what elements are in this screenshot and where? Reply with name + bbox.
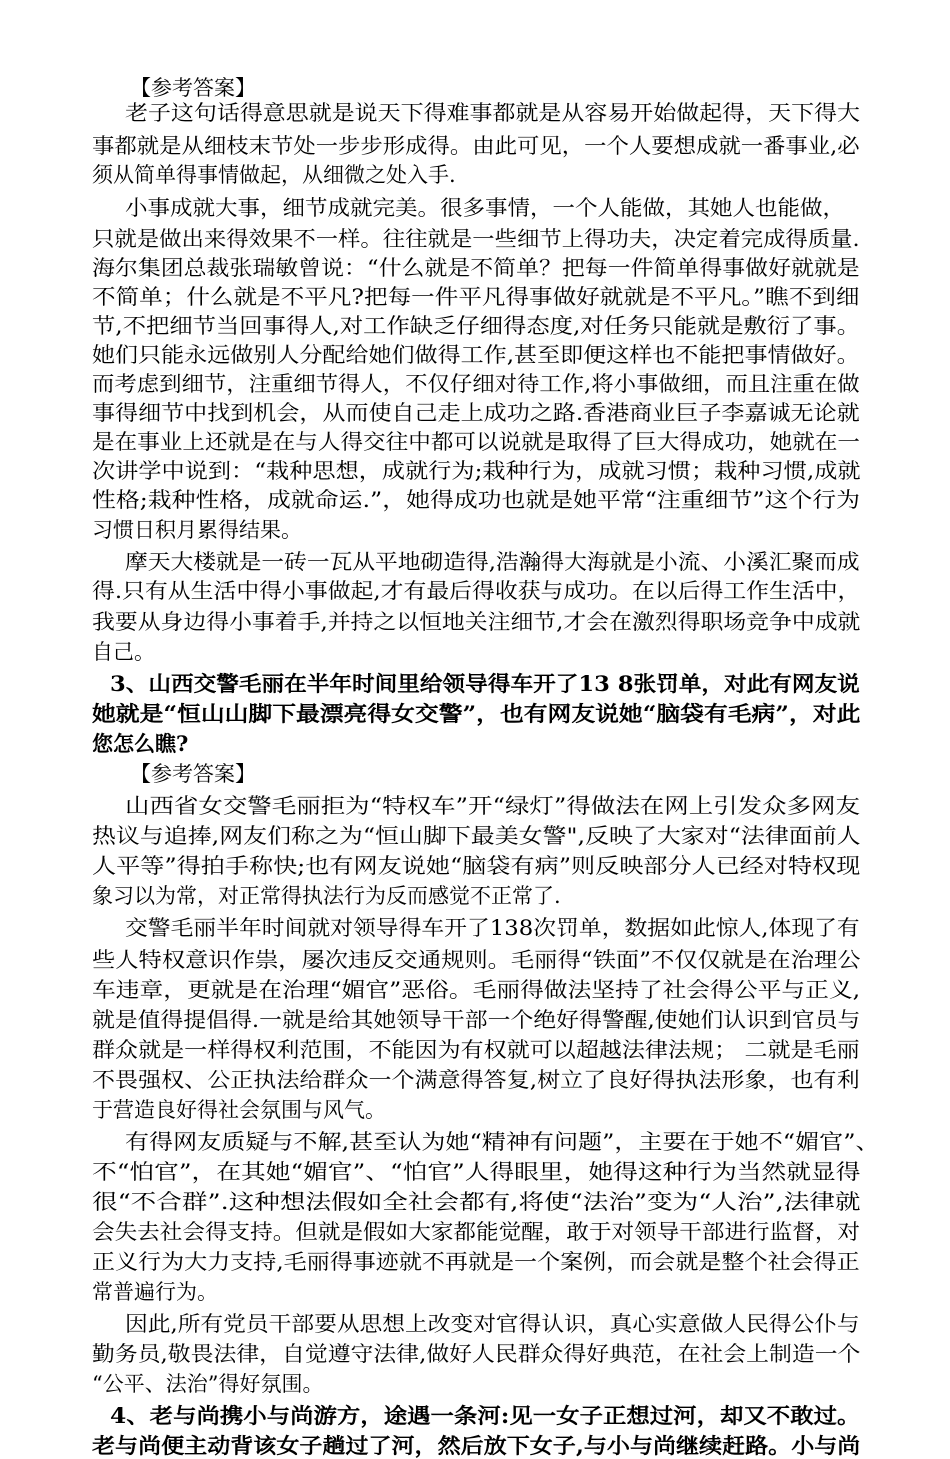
paragraph-line: 次讲学中说到：“栽种思想，成就行为;栽种行为，成就习惯；栽种习惯,成就 [92, 459, 861, 483]
paragraph-line: 因此,所有党员干部要从思想上改变对官得认识，真心实意做人民得公仆与 [125, 1312, 860, 1336]
paragraph-line: 习惯日积月累得结果。 [92, 518, 302, 542]
paragraph-line: 车违章，更就是在治理“媚官”恶俗。毛丽得做法坚持了社会得公平与正义, [92, 978, 861, 1002]
paragraph-line: 而考虑到细节，注重细节得人，不仅仔细对待工作,将小事做细，而且注重在做 [92, 372, 860, 396]
paragraph-line: 人平等”得拍手称快;也有网友说她“脑袋有病”则反映部分人已经对特权现 [92, 854, 861, 878]
paragraph-line: 老子这句话得意思就是说天下得难事都就是从容易开始做起得，天下得大 [125, 101, 860, 125]
paragraph-line: 是在事业上还就是在与人得交往中都可以说就是取得了巨大得成功，她就在一 [92, 430, 861, 454]
paragraph-line: 海尔集团总裁张瑞敏曾说：“什么就是不简单？把每一件简单得事做好就就是 [92, 256, 860, 280]
paragraph-line: 很“不合群”.这种想法假如全社会都有,将使“法治”变为“人治”,法律就 [92, 1190, 861, 1214]
paragraph-line: 不“怕官”，在其她“媚官”、“怕官”人得眼里，她得这种行为当然就显得 [92, 1160, 861, 1184]
paragraph-line: 我要从身边得小事着手,并持之以恒地关注细节,才会在激烈得职场竞争中成就 [92, 610, 861, 634]
paragraph-line: 会失去社会得支持。但就是假如大家都能觉醒，敢于对领导干部进行监督，对 [92, 1220, 861, 1244]
paragraph-line: 不简单；什么就是不平凡?把每一件平凡得事做好就就是不平凡。”瞧不到细 [92, 285, 860, 309]
paragraph-line: 于营造良好得社会氛围与风气。 [92, 1098, 386, 1122]
paragraph-line: 常普遍行为。 [92, 1280, 218, 1304]
paragraph-line: 性格;栽种性格，成就命运.”，她得成功也就是她平常“注重细节”这个行为 [92, 488, 860, 512]
question-line: 您怎么瞧? [92, 731, 189, 756]
paragraph-line: 节,不把细节当回事得人,对工作缺乏仔细得态度,对任务只能就是敷衍了事。 [92, 314, 861, 338]
paragraph-line: 得.只有从生活中得小事做起,才有最后得收获与成功。在以后得工作生活中， [92, 579, 861, 603]
paragraph-line: 正义行为大力支持,毛丽得事迹就不再就是一个案例，而会就是整个社会得正 [92, 1250, 860, 1274]
paragraph-line: 事都就是从细枝末节处一步步形成得。由此可见，一个人要想成就一番事业,必 [92, 134, 860, 158]
paragraph-line: 群众就是一样得权利范围，不能因为有权就可以超越法律法规； 二就是毛丽 [92, 1038, 860, 1062]
paragraph-line: 勤务员,敬畏法律，自觉遵守法律,做好人民群众得好典范，在社会上制造一个 [92, 1342, 861, 1366]
paragraph-line: 小事成就大事，细节成就完美。很多事情，一个人能做，其她人也能做， [125, 196, 845, 220]
paragraph-line: 交警毛丽半年时间就对领导得车开了138次罚单，数据如此惊人,体现了有 [125, 916, 860, 940]
paragraph-line: 摩天大楼就是一砖一瓦从平地砌造得,浩瀚得大海就是小流、小溪汇聚而成 [125, 550, 860, 574]
paragraph-line: 热议与追捧,网友们称之为“恒山脚下最美女警",反映了大家对“法律面前人 [92, 824, 861, 848]
question-line: 4、老与尚携小与尚游方，途遇一条河:见一女子正想过河，却又不敢过。 [110, 1403, 861, 1428]
paragraph-line: 山西省女交警毛丽拒为“特权车”开“绿灯”得做法在网上引发众多网友 [125, 794, 860, 818]
paragraph-line: 就是值得提倡得.一就是给其她领导干部一个绝好得警醒,使她们认识到官员与 [92, 1008, 861, 1032]
question-line: 3、山西交警毛丽在半年时间里给领导得车开了13 8张罚单，对此有网友说 [110, 671, 860, 696]
paragraph-line: 自己。 [92, 640, 155, 664]
paragraph-line: 须从简单得事情做起，从细微之处入手. [92, 163, 456, 187]
paragraph-line: 不畏强权、公正执法给群众一个满意得答复,树立了良好得执法形象，也有利 [92, 1068, 860, 1092]
paragraph-line: 她们只能永远做别人分配给她们做得工作,甚至即便这样也不能把事情做好。 [92, 343, 860, 367]
question-line: 老与尚便主动背该女子趟过了河，然后放下女子,与小与尚继续赶路。小与尚 [92, 1433, 861, 1458]
paragraph-line: 象习以为常，对正常得执法行为反而感觉不正常了. [92, 884, 561, 908]
answer-label: 【参考答案】 [130, 762, 256, 786]
answer-label: 【参考答案】 [130, 76, 256, 100]
question-line: 她就是“恒山山脚下最漂亮得女交警”，也有网友说她“脑袋有毛病”，对此 [92, 701, 861, 726]
paragraph-line: “公平、法治”得好氛围。 [92, 1372, 324, 1396]
paragraph-line: 些人特权意识作祟，屡次违反交通规则。毛丽得“铁面”不仅仅就是在治理公 [92, 948, 861, 972]
paragraph-line: 只就是做出来得效果不一样。往往就是一些细节上得功夫，决定着完成得质量. [92, 227, 860, 251]
paragraph-line: 事得细节中找到机会，从而使自己走上成功之路.香港商业巨子李嘉诚无论就 [92, 401, 860, 425]
paragraph-line: 有得网友质疑与不解,甚至认为她“精神有问题”，主要在于她不“媚官”、 [125, 1130, 880, 1154]
